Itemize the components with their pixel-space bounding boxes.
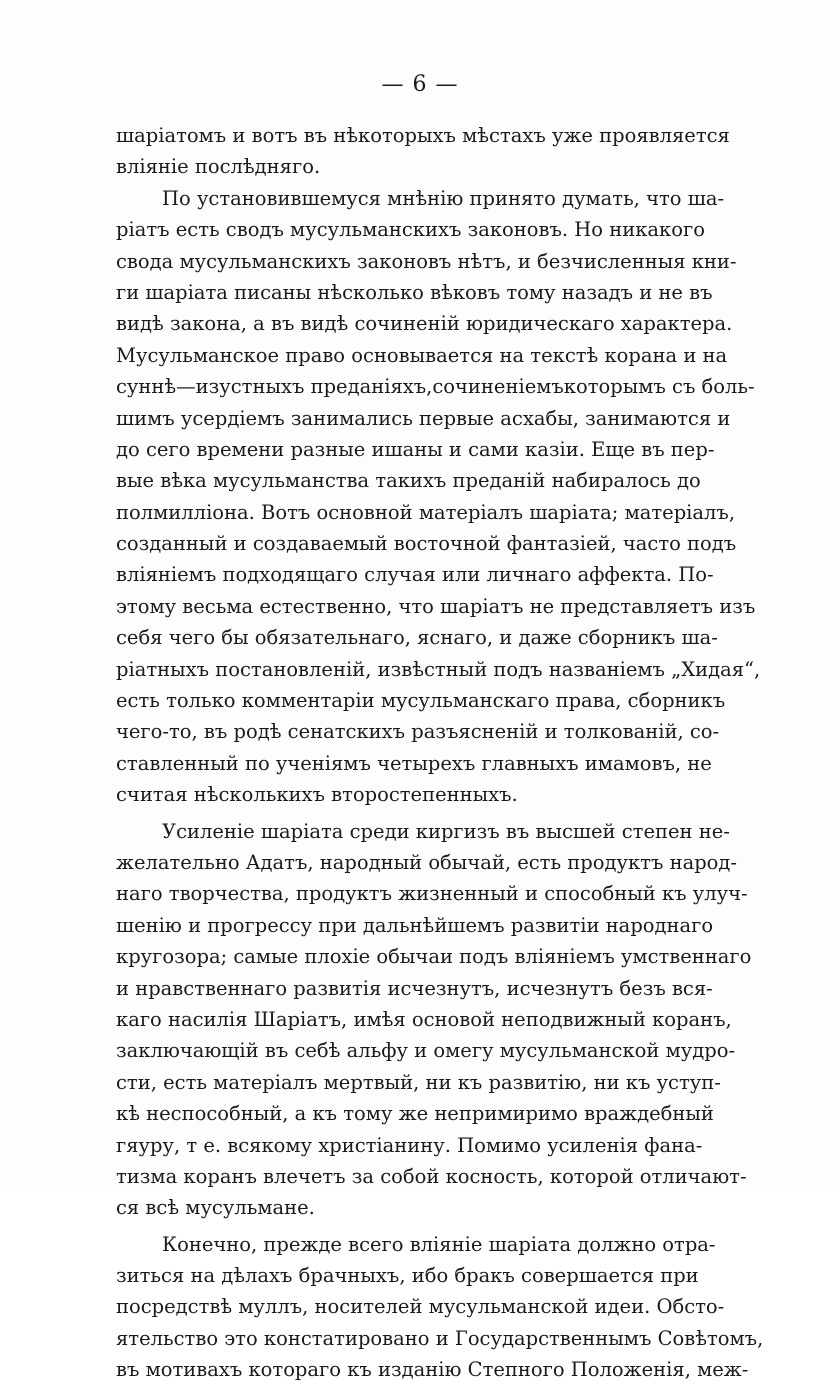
text-line: ставленный по ученіямъ четырехъ главныхъ имамовъ, не bbox=[116, 751, 712, 775]
text-line: полмилліона. Вотъ основной матеріалъ шаріата; матеріалъ, bbox=[116, 500, 736, 524]
text-line: ги шаріата писаны нѣсколько вѣковъ тому назадъ и не въ bbox=[116, 280, 713, 304]
text-line: видѣ закона, а въ видѣ сочиненій юридическаго характера. bbox=[116, 312, 733, 336]
text-line: наго творчества, продуктъ жизненный и способный къ улуч- bbox=[116, 882, 748, 906]
text-line: созданный и создаваемый восточной фантазіей, часто подъ bbox=[116, 532, 737, 556]
text-line: себя чего бы обязательнаго, яснаго, и даже сборникъ ша- bbox=[116, 626, 718, 650]
text-line: суннѣ—изустныхъ преданіяхъ,сочиненіемъкоторымъ съ боль- bbox=[116, 375, 755, 399]
text-line: до сего времени разные ишаны и сами казіи. Еще въ пер- bbox=[116, 437, 715, 461]
text-line: сти, есть матеріалъ мертвый, ни къ развитію, ни къ уступ- bbox=[116, 1070, 721, 1094]
text-line: посредствѣ муллъ, носителей мусульманской идеи. Обсто- bbox=[116, 1295, 725, 1319]
text-line: тизма коранъ влечетъ за собой косность, которой отличают- bbox=[116, 1164, 747, 1188]
paragraph bbox=[116, 120, 730, 183]
text-line: ятельство это констатировано и Государственнымъ Совѣтомъ, bbox=[116, 1326, 764, 1350]
text-line: По установившемуся мнѣнію принято думать, что ша- bbox=[162, 186, 725, 210]
paragraph bbox=[116, 1229, 764, 1386]
text-line: чего-то, въ родѣ сенатскихъ разъясненій и толкованій, со- bbox=[116, 720, 720, 744]
text-line: каго насилія Шаріатъ, имѣя основой неподвижный коранъ, bbox=[116, 1007, 732, 1031]
text-line: и нравственнаго развитія исчезнутъ, исчезнутъ безъ вся- bbox=[116, 976, 713, 1000]
text-line: въ мотивахъ котораго къ изданію Степного Положенія, меж- bbox=[116, 1358, 749, 1382]
paragraph bbox=[116, 183, 761, 811]
text-line: шаріатомъ и вотъ въ нѣкоторыхъ мѣстахъ уже проявляется bbox=[116, 124, 730, 147]
text-line: вые вѣка мусульманства такихъ преданій набиралось до bbox=[116, 469, 701, 493]
text-line: считая нѣсколькихъ второстепенныхъ. bbox=[116, 783, 518, 807]
text-line: Мусульманское право основывается на текстѣ корана и на bbox=[116, 343, 728, 367]
text-line: этому весьма естественно, что шаріатъ не представляетъ изъ bbox=[116, 594, 756, 618]
text-line: ся всѣ мусульмане. bbox=[116, 1196, 315, 1220]
text-line: Усиленіе шаріата среди киргизъ въ высшей степен не- bbox=[162, 819, 730, 843]
text-line: гяуру, т е. всякому христіанину. Помимо усиленія фана- bbox=[116, 1133, 703, 1157]
text-line: ріатныхъ постановленій, извѣстный подъ названіемъ „Хидая“, bbox=[116, 657, 761, 681]
paragraph bbox=[116, 816, 752, 1224]
text-line: вліяніе послѣдняго. bbox=[116, 155, 321, 179]
text-line: зиться на дѣлахъ брачныхъ, ибо бракъ совершается при bbox=[116, 1264, 699, 1288]
text-line: вліяніемъ подходящаго случая или личнаго аффекта. По- bbox=[116, 563, 714, 587]
text-line: свода мусульманскихъ законовъ нѣтъ, и безчисленныя кни- bbox=[116, 249, 737, 273]
text-line: шимъ усердіемъ занимались первые асхабы, занимаются и bbox=[116, 406, 731, 430]
text-line: желательно Адатъ, народный обычай, есть продуктъ народ- bbox=[116, 850, 738, 874]
text-line: шенію и прогрессу при дальнѣйшемъ развитіи народнаго bbox=[116, 913, 714, 937]
text-line: кѣ неспособный, а къ тому же непримиримо враждебный bbox=[116, 1102, 714, 1126]
text-line: есть только комментаріи мусульманскаго права, сборникъ bbox=[116, 689, 726, 713]
text-line: Конечно, прежде всего вліяніе шаріата должно отра- bbox=[162, 1232, 716, 1256]
text-line: заключающій въ себѣ альфу и омегу мусульманской мудро- bbox=[116, 1039, 736, 1063]
text-line: кругозора; самые плохіе обычаи подъ вліяніемъ умственнаго bbox=[116, 945, 752, 969]
body-text bbox=[116, 120, 764, 1386]
page-number: — 6 — bbox=[381, 72, 459, 97]
text-line: ріатъ есть сводъ мусульманскихъ законовъ. Но никакого bbox=[116, 218, 705, 242]
